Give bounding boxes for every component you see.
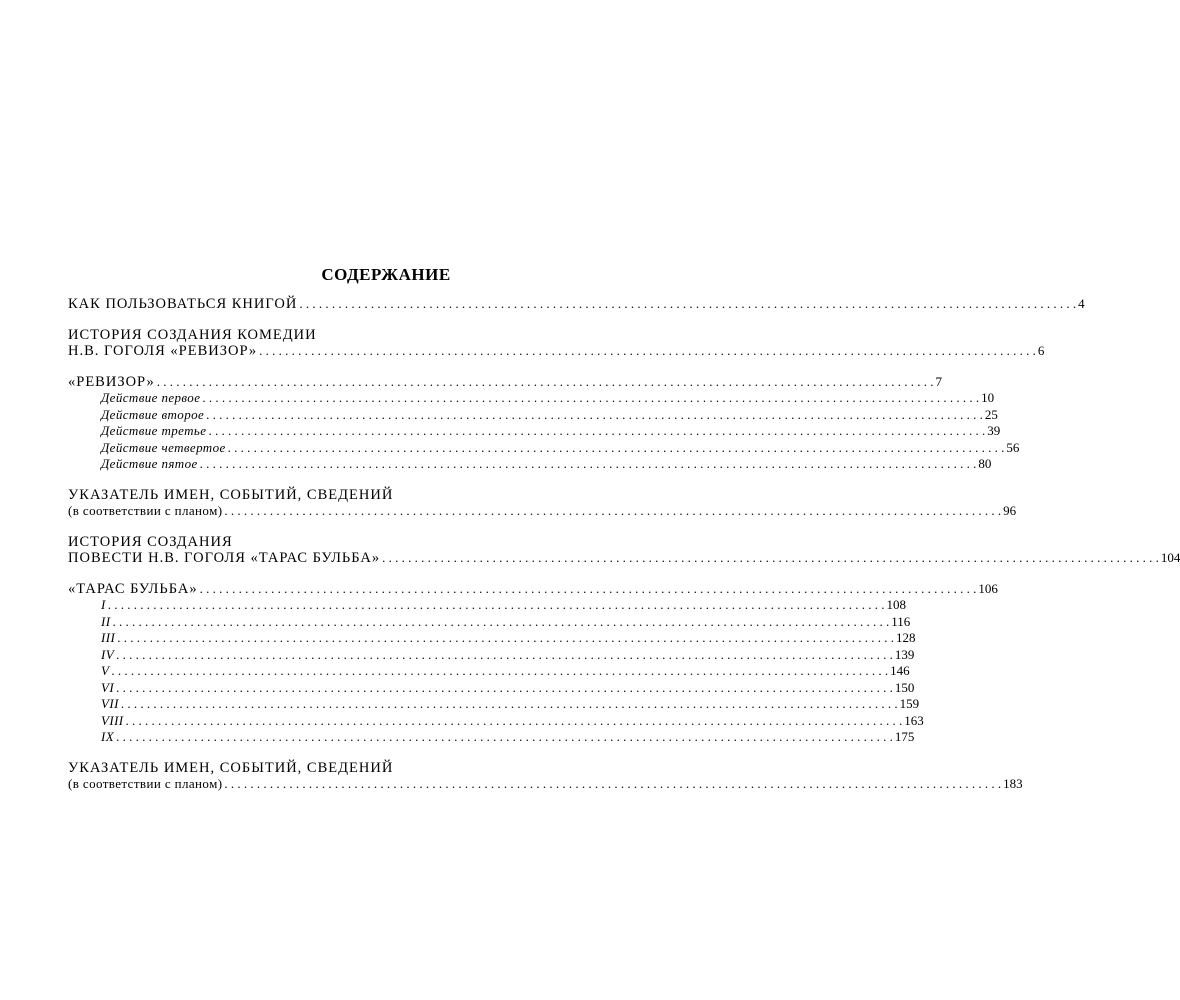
toc-subentry bbox=[68, 729, 915, 746]
toc-subentry bbox=[68, 679, 915, 697]
toc-entry-label: ПОВЕСТИ Н.В. ГОГОЛЯ «ТАРАС БУЛЬБА» bbox=[68, 550, 381, 566]
toc-subentry bbox=[68, 696, 920, 713]
toc-subentry-label: VII bbox=[101, 696, 119, 711]
toc-subentry-label: Действие пятое bbox=[101, 456, 198, 471]
toc-page-number: 25 bbox=[984, 406, 998, 422]
toc-subentry bbox=[68, 712, 924, 730]
toc-entry bbox=[68, 343, 1045, 360]
toc-subentry bbox=[68, 390, 995, 407]
toc-subentry-label: VIII bbox=[101, 712, 124, 728]
toc-page-number: 116 bbox=[891, 613, 911, 629]
toc-page-number: 163 bbox=[904, 712, 924, 728]
toc-entry-heading: ИСТОРИЯ СОЗДАНИЯ bbox=[68, 533, 233, 550]
dot-leader: . . . . . . . . . . . . . . . . . . . . . . . . . . . . . . . . . . . . . . . . . . . . . . . . . . . . . . . . . . . . . . . . . . . . . . . . . . . . . . . . . . . . . . . . . . . . . . . . . . . . . . . . . . . . . . . . . . . . . . . . bbox=[112, 613, 890, 629]
toc-subentry bbox=[68, 630, 916, 647]
toc-page-number: 6 bbox=[1037, 343, 1045, 358]
toc-entry bbox=[68, 503, 1017, 520]
dot-leader: . . . . . . . . . . . . . . . . . . . . . . . . . . . . . . . . . . . . . . . . . . . . . . . . . . . . . . . . . . . . . . . . . . . . . . . . . . . . . . . . . . . . . . . . . . . . . . . . . . . . . . . . . . . . . . . . . . . . . . . . bbox=[299, 296, 1077, 311]
toc-subentry bbox=[68, 439, 1020, 457]
toc-entry-heading: УКАЗАТЕЛЬ ИМЕН, СОБЫТИЙ, СВЕДЕНИЙ bbox=[68, 486, 394, 503]
dot-leader: . . . . . . . . . . . . . . . . . . . . . . . . . . . . . . . . . . . . . . . . . . . . . . . . . . . . . . . . . . . . . . . . . . . . . . . . . . . . . . . . . . . . . . . . . . . . . . . . . . . . . . . . . . . . . . . . . . . . . . . . bbox=[117, 630, 894, 645]
dot-leader: . . . . . . . . . . . . . . . . . . . . . . . . . . . . . . . . . . . . . . . . . . . . . . . . . . . . . . . . . . . . . . . . . . . . . . . . . . . . . . . . . . . . . . . . . . . . . . . . . . . . . . . . . . . . . . . . . . . . . . . . bbox=[382, 550, 1159, 565]
toc-entry-label: (в соответствии с планом) bbox=[68, 776, 223, 791]
toc-subentry-label: Действие второе bbox=[101, 406, 205, 422]
dot-leader: . . . . . . . . . . . . . . . . . . . . . . . . . . . . . . . . . . . . . . . . . . . . . . . . . . . . . . . . . . . . . . . . . . . . . . . . . . . . . . . . . . . . . . . . . . . . . . . . . . . . . . . . . . . . . . . . . . . . . . . . bbox=[116, 729, 893, 744]
dot-leader: . . . . . . . . . . . . . . . . . . . . . . . . . . . . . . . . . . . . . . . . . . . . . . . . . . . . . . . . . . . . . . . . . . . . . . . . . . . . . . . . . . . . . . . . . . . . . . . . . . . . . . . . . . . . . . . . . . . . . . . . bbox=[116, 646, 893, 662]
toc-page-number: 139 bbox=[894, 646, 915, 662]
toc-subentry-label: VI bbox=[101, 679, 115, 695]
toc-entry bbox=[68, 550, 1180, 567]
toc-entry-label: «ТАРАС БУЛЬБА» bbox=[68, 580, 198, 597]
toc-subentry-label: V bbox=[101, 663, 110, 678]
toc-page-number: 108 bbox=[886, 597, 906, 612]
toc-entry-label: Н.В. ГОГОЛЯ «РЕВИЗОР» bbox=[68, 343, 258, 359]
toc-subentry-label: III bbox=[101, 630, 116, 645]
toc-page-number: 7 bbox=[935, 373, 942, 389]
toc-subentry-label: II bbox=[101, 613, 111, 629]
toc-subentry bbox=[68, 597, 906, 614]
toc-page-number: 39 bbox=[987, 423, 1001, 438]
toc-entry-heading: УКАЗАТЕЛЬ ИМЕН, СОБЫТИЙ, СВЕДЕНИЙ bbox=[68, 759, 394, 776]
toc-subentry bbox=[68, 456, 992, 473]
dot-leader: . . . . . . . . . . . . . . . . . . . . . . . . . . . . . . . . . . . . . . . . . . . . . . . . . . . . . . . . . . . . . . . . . . . . . . . . . . . . . . . . . . . . . . . . . . . . . . . . . . . . . . . . . . . . . . . . . . . . . . . . bbox=[125, 712, 903, 728]
toc-entry bbox=[68, 776, 1023, 793]
toc-entry bbox=[68, 580, 998, 598]
toc-page-number: 150 bbox=[894, 679, 915, 695]
dot-leader: . . . . . . . . . . . . . . . . . . . . . . . . . . . . . . . . . . . . . . . . . . . . . . . . . . . . . . . . . . . . . . . . . . . . . . . . . . . . . . . . . . . . . . . . . . . . . . . . . . . . . . . . . . . . . . . . . . . . . . . . bbox=[156, 373, 934, 389]
toc-page-number: 4 bbox=[1078, 296, 1085, 311]
toc-page-number: 80 bbox=[978, 456, 992, 471]
page-title: СОДЕРЖАНИЕ bbox=[321, 265, 451, 284]
toc-entry-label: «РЕВИЗОР» bbox=[68, 373, 155, 390]
dot-leader: . . . . . . . . . . . . . . . . . . . . . . . . . . . . . . . . . . . . . . . . . . . . . . . . . . . . . . . . . . . . . . . . . . . . . . . . . . . . . . . . . . . . . . . . . . . . . . . . . . . . . . . . . . . . . . . . . . . . . . . . bbox=[111, 663, 889, 678]
toc-page-number: 146 bbox=[890, 663, 910, 678]
toc-page-number: 175 bbox=[894, 729, 915, 744]
toc-page-number: 128 bbox=[895, 630, 916, 645]
toc-page-number: 159 bbox=[899, 696, 920, 711]
toc-subentry bbox=[68, 663, 910, 680]
dot-leader: . . . . . . . . . . . . . . . . . . . . . . . . . . . . . . . . . . . . . . . . . . . . . . . . . . . . . . . . . . . . . . . . . . . . . . . . . . . . . . . . . . . . . . . . . . . . . . . . . . . . . . . . . . . . . . . . . . . . . . . . bbox=[224, 776, 1002, 791]
toc-page-number: 104 bbox=[1160, 550, 1180, 565]
toc-page-number: 183 bbox=[1003, 776, 1023, 791]
toc-subentry bbox=[68, 423, 1001, 440]
toc-subentry-label: IV bbox=[101, 646, 115, 662]
dot-leader: . . . . . . . . . . . . . . . . . . . . . . . . . . . . . . . . . . . . . . . . . . . . . . . . . . . . . . . . . . . . . . . . . . . . . . . . . . . . . . . . . . . . . . . . . . . . . . . . . . . . . . . . . . . . . . . . . . . . . . . . bbox=[208, 423, 986, 438]
toc-entry bbox=[68, 296, 1085, 313]
dot-leader: . . . . . . . . . . . . . . . . . . . . . . . . . . . . . . . . . . . . . . . . . . . . . . . . . . . . . . . . . . . . . . . . . . . . . . . . . . . . . . . . . . . . . . . . . . . . . . . . . . . . . . . . . . . . . . . . . . . . . . . . bbox=[120, 696, 898, 711]
toc-page-number: 56 bbox=[1006, 439, 1020, 455]
toc-page-number: 10 bbox=[981, 390, 995, 405]
toc-entry-heading: ИСТОРИЯ СОЗДАНИЯ КОМЕДИИ bbox=[68, 326, 317, 343]
toc-page-number: 106 bbox=[978, 580, 998, 596]
dot-leader: . . . . . . . . . . . . . . . . . . . . . . . . . . . . . . . . . . . . . . . . . . . . . . . . . . . . . . . . . . . . . . . . . . . . . . . . . . . . . . . . . . . . . . . . . . . . . . . . . . . . . . . . . . . . . . . . . . . . . . . . bbox=[206, 406, 983, 422]
table-of-contents bbox=[68, 296, 1180, 793]
dot-leader: . . . . . . . . . . . . . . . . . . . . . . . . . . . . . . . . . . . . . . . . . . . . . . . . . . . . . . . . . . . . . . . . . . . . . . . . . . . . . . . . . . . . . . . . . . . . . . . . . . . . . . . . . . . . . . . . . . . . . . . . bbox=[224, 503, 1002, 518]
dot-leader: . . . . . . . . . . . . . . . . . . . . . . . . . . . . . . . . . . . . . . . . . . . . . . . . . . . . . . . . . . . . . . . . . . . . . . . . . . . . . . . . . . . . . . . . . . . . . . . . . . . . . . . . . . . . . . . . . . . . . . . . bbox=[227, 439, 1005, 455]
dot-leader: . . . . . . . . . . . . . . . . . . . . . . . . . . . . . . . . . . . . . . . . . . . . . . . . . . . . . . . . . . . . . . . . . . . . . . . . . . . . . . . . . . . . . . . . . . . . . . . . . . . . . . . . . . . . . . . . . . . . . . . . bbox=[116, 679, 893, 695]
toc-page-number: 96 bbox=[1003, 503, 1017, 518]
dot-leader: . . . . . . . . . . . . . . . . . . . . . . . . . . . . . . . . . . . . . . . . . . . . . . . . . . . . . . . . . . . . . . . . . . . . . . . . . . . . . . . . . . . . . . . . . . . . . . . . . . . . . . . . . . . . . . . . . . . . . . . . bbox=[199, 580, 977, 596]
dot-leader: . . . . . . . . . . . . . . . . . . . . . . . . . . . . . . . . . . . . . . . . . . . . . . . . . . . . . . . . . . . . . . . . . . . . . . . . . . . . . . . . . . . . . . . . . . . . . . . . . . . . . . . . . . . . . . . . . . . . . . . . bbox=[202, 390, 980, 405]
toc-subentry-label: Действие четвертое bbox=[101, 439, 226, 455]
toc-subentry bbox=[68, 613, 911, 631]
toc-subentry-label: Действие первое bbox=[101, 390, 201, 405]
toc-subentry-label: IX bbox=[101, 729, 115, 744]
toc-subentry-label: I bbox=[101, 597, 106, 612]
toc-entry-label: КАК ПОЛЬЗОВАТЬСЯ КНИГОЙ bbox=[68, 296, 298, 312]
dot-leader: . . . . . . . . . . . . . . . . . . . . . . . . . . . . . . . . . . . . . . . . . . . . . . . . . . . . . . . . . . . . . . . . . . . . . . . . . . . . . . . . . . . . . . . . . . . . . . . . . . . . . . . . . . . . . . . . . . . . . . . . bbox=[199, 456, 977, 471]
dot-leader: . . . . . . . . . . . . . . . . . . . . . . . . . . . . . . . . . . . . . . . . . . . . . . . . . . . . . . . . . . . . . . . . . . . . . . . . . . . . . . . . . . . . . . . . . . . . . . . . . . . . . . . . . . . . . . . . . . . . . . . . bbox=[107, 597, 885, 612]
toc-subentry bbox=[68, 406, 998, 424]
toc-entry-label: (в соответствии с планом) bbox=[68, 503, 223, 518]
dot-leader: . . . . . . . . . . . . . . . . . . . . . . . . . . . . . . . . . . . . . . . . . . . . . . . . . . . . . . . . . . . . . . . . . . . . . . . . . . . . . . . . . . . . . . . . . . . . . . . . . . . . . . . . . . . . . . . . . . . . . . . . bbox=[259, 343, 1036, 358]
toc-entry bbox=[68, 373, 942, 391]
toc-subentry-label: Действие третье bbox=[101, 423, 207, 438]
toc-subentry bbox=[68, 646, 915, 664]
